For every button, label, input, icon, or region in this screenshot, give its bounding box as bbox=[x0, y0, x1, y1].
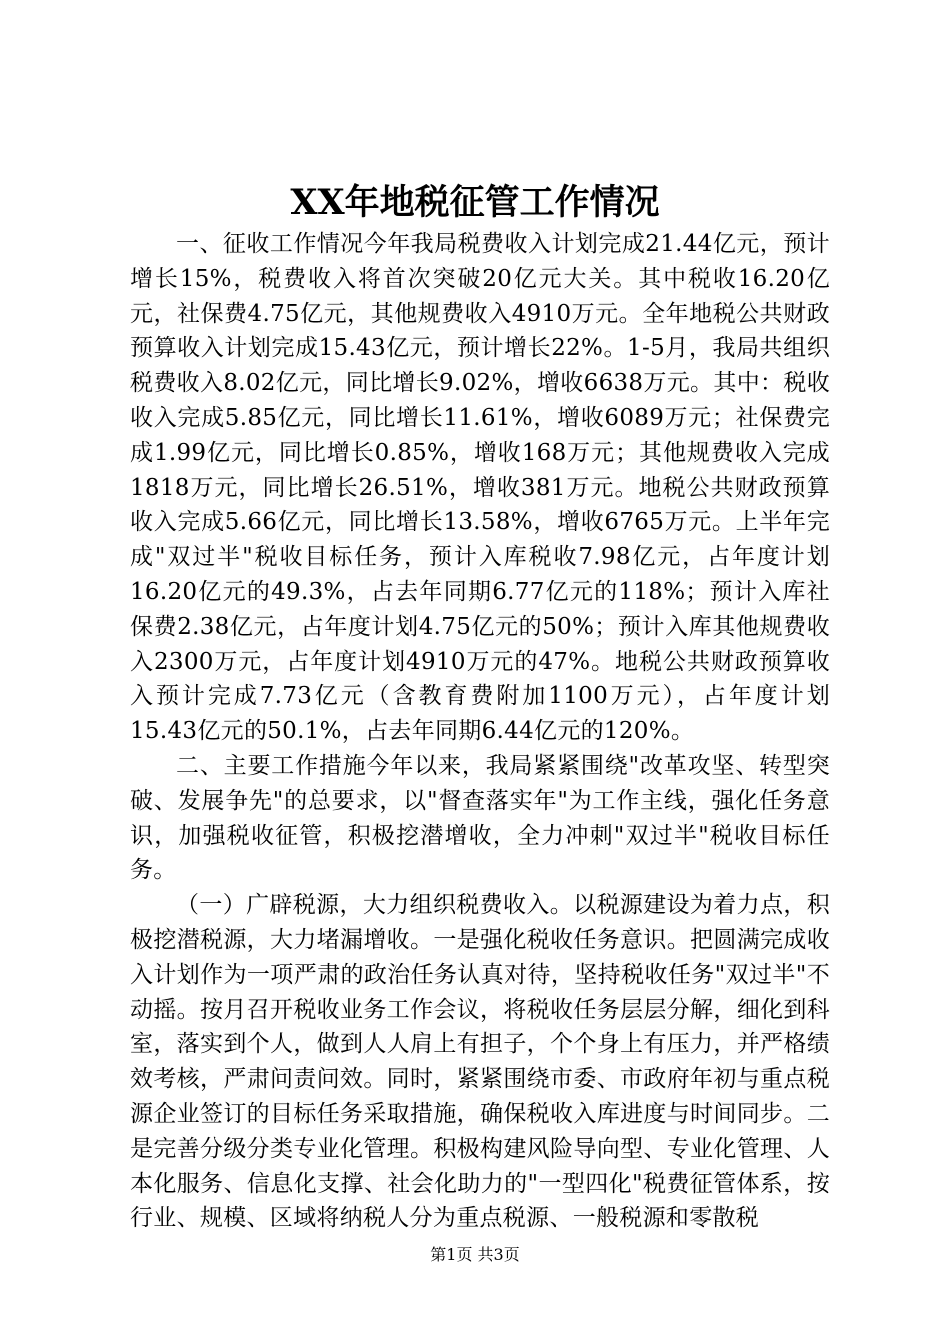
page-footer: 第1页 共3页 bbox=[430, 1245, 520, 1264]
paragraph: 一、征收工作情况今年我局税费收入计划完成21.44亿元，预计增长15%，税费收入将首次突破20亿元大关。其中税收16.20亿元，社保费4.75亿元，其他规费收入4910万元。全年地税公共财政预算收入计划完成15.43亿元，预计增长22%。1-5月，我局共组织税费收入8.02亿元，同比增长9.02%，增收6638万元。其中：税收收入完成5.85亿元，同比增长11.61%，增收6089万元；社保费完成1.99亿元，同比增长0.85%，增收168万元；其他规费收入完成1818万元，同比增长26.51%，增收381万元。地税公共财政预算收入完成5.66亿元，同比增长13.58%，增收6765万元。上半年完成"双过半"税收目标任务，预计入库税收7.98亿元，占年度计划16.20亿元的49.3%，占去年同期6.77亿元的118%；预计入库社保费2.38亿元，占年度计划4.75亿元的50%；预计入库其他规费收入2300万元，占年度计划4910万元的47%。地税公共财政预算收入预计完成7.73亿元（含教育费附加1100万元），占年度计划15.43亿元的50.1%，占去年同期6.44亿元的120%。 bbox=[130, 231, 830, 745]
paragraph: （一）广辟税源，大力组织税费收入。以税源建设为着力点，积极挖潜税源，大力堵漏增收。一是强化税收任务意识。把圆满完成收入计划作为一项严肃的政治任务认真对待，坚持税收任务"双过半"不动摇。按月召开税收业务工作会议，将税收任务层层分解，细化到科室，落实到个人，做到人人肩上有担子，个个身上有压力，并严格绩效考核，严肃问责问效。同时，紧紧围绕市委、市政府年初与重点税源企业签订的目标任务采取措施，确保税收入库进度与时间同步。二是完善分级分类专业化管理。积极构建风险导向型、专业化管理、人本化服务、信息化支撑、社会化助力的"一型四化"税费征管体系，按行业、规模、区域将纳税人分为重点税源、一般税源和零散税 bbox=[130, 892, 830, 1232]
paragraph: 二、主要工作措施今年以来，我局紧紧围绕"改革攻坚、转型突破、发展争先"的总要求，以"督查落实年"为工作主线，强化任务意识，加强税收征管，积极挖潜增收，全力冲刺"双过半"税收目标任务。 bbox=[130, 752, 830, 884]
document-title: XX年地税征管工作情况 bbox=[290, 182, 660, 223]
document-body bbox=[130, 227, 830, 1236]
